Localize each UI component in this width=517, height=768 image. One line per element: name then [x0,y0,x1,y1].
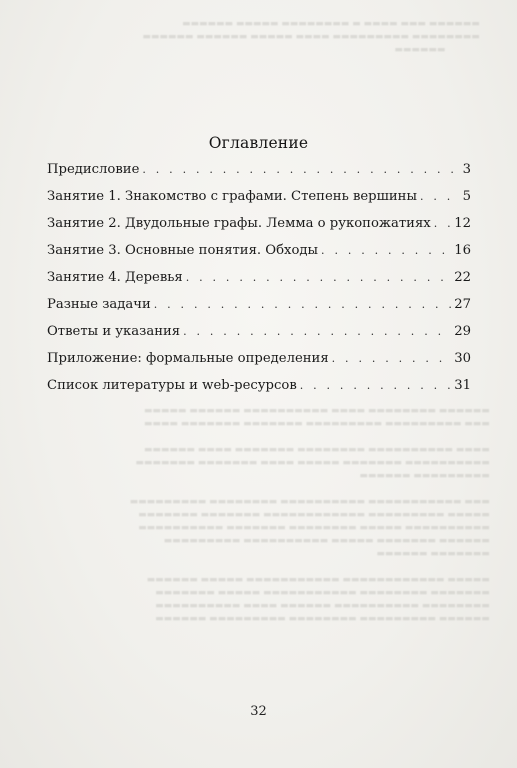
toc-entry-preface[interactable] [47,162,471,189]
toc-entry-page: 31 [454,378,471,393]
toc-leader-dots [154,298,451,311]
toc-entry-label: Занятие 2. Двудольные графы. Лемма о рукопожатиях [47,216,431,231]
toc-entry-page: 30 [454,351,471,366]
toc-entry-lesson-3[interactable] [47,243,471,270]
toc-entry-lesson-2[interactable] [47,216,471,243]
toc-entry-page: 22 [454,270,471,285]
toc-leader-dots [434,217,451,230]
toc-entry-label: Занятие 4. Деревья [47,270,183,285]
toc-entry-answers[interactable] [47,324,471,351]
toc-entry-references[interactable] [47,378,471,405]
show-through-text-top: ▬▬▬▬▬▬ ▬▬▬ ▬▬▬▬ ▬ ▬▬▬▬▬▬▬▬ ▬▬▬▬▬ ▬▬▬▬▬▬ ▬▬▬▬▬▬▬▬ ▬▬▬▬▬▬▬▬▬ ▬▬▬▬ ▬▬▬▬▬ ▬▬▬▬▬▬ ▬▬▬▬▬▬ ▬▬▬▬▬▬ [142,19,480,55]
toc-entry-label: Приложение: формальные определения [47,351,329,366]
toc-leader-dots [186,271,451,284]
toc-entry-lesson-4[interactable] [47,270,471,297]
toc-leader-dots [332,352,452,365]
toc-entry-page: 12 [454,216,471,231]
page-number: 32 [250,704,267,719]
toc-entry-label: Занятие 3. Основные понятия. Обходы [47,243,319,258]
toc-leader-dots [420,190,460,203]
toc-entry-label: Разные задачи [47,297,151,312]
toc-entry-label: Ответы и указания [47,324,181,339]
toc-entry-page: 29 [454,324,471,339]
toc-entry-appendix[interactable] [47,351,471,378]
toc-entry-label: Занятие 1. Знакомство с графами. Степень вершины [47,189,417,204]
toc-entry-label: Список литературы и web-ресурсов [47,378,297,393]
toc-entry-page: 3 [462,162,471,177]
toc-title: Оглавление [208,134,309,152]
toc-entry-page: 27 [454,297,471,312]
toc-entry-page: 5 [462,189,471,204]
toc-entry-misc-problems[interactable] [47,297,471,324]
table-of-contents [47,162,471,405]
toc-leader-dots [142,163,459,176]
show-through-text-middle: ▬▬▬▬▬▬ ▬▬▬▬▬▬▬▬ ▬▬▬▬ ▬▬▬▬▬▬▬▬▬▬ ▬▬▬▬▬▬ ▬▬▬▬▬ ▬▬▬ ▬▬▬▬▬▬▬▬▬ ▬▬▬▬▬▬▬▬▬ ▬▬▬▬▬▬▬ ▬▬▬▬▬▬▬ ▬▬▬▬ ▬▬▬▬ ▬▬▬▬▬▬▬▬▬▬ ▬▬▬▬▬▬▬▬ ▬▬▬▬▬▬▬ ▬▬▬▬ ▬▬▬▬▬▬ ▬▬▬▬▬▬▬▬▬▬ ▬▬▬▬▬▬▬ ▬▬▬▬▬ ▬▬▬▬ ▬▬▬▬▬▬▬ ▬▬▬▬▬▬▬ ▬▬▬▬▬▬▬▬▬ ▬▬▬▬▬▬ ▬▬▬ ▬▬▬▬▬▬▬▬▬▬▬ ▬▬▬▬▬▬▬▬▬▬ ▬▬▬▬▬▬▬▬ ▬▬▬▬▬▬▬▬▬ ▬▬▬▬▬ ▬▬▬▬▬▬▬▬▬ ▬▬▬▬▬▬▬▬▬▬▬▬ ▬▬▬▬▬▬▬ ▬▬▬▬▬▬▬ ▬▬▬▬▬▬▬▬▬▬ ▬▬▬▬▬ ▬▬▬▬▬▬▬▬ ▬▬▬▬▬▬▬ ▬▬▬▬▬▬▬▬▬▬ ▬▬▬▬▬▬ ▬▬▬▬▬▬▬ ▬▬▬▬▬ ▬▬▬▬▬▬▬▬▬▬ ▬▬▬▬▬▬▬▬▬ ▬▬▬▬▬▬▬ ▬▬▬▬▬▬ ▬▬▬▬▬ ▬▬▬▬▬▬▬▬▬▬▬▬ ▬▬▬▬▬▬▬▬▬▬▬ ▬▬▬▬▬ ▬▬▬▬▬▬ ▬▬▬▬▬▬▬ ▬▬▬▬▬▬▬▬ ▬▬▬▬▬▬▬▬▬▬▬ ▬▬▬▬▬ ▬▬▬▬▬▬▬ ▬▬▬▬▬▬▬▬ ▬▬▬▬▬▬▬▬▬▬ ▬▬▬▬▬▬ ▬▬▬▬ ▬▬▬▬▬▬▬▬▬▬ ▬▬▬▬▬▬ ▬▬▬▬▬▬▬▬▬ ▬▬▬▬▬▬▬▬ ▬▬▬▬▬▬▬▬▬ ▬▬▬▬▬▬ [129,406,490,624]
toc-entry-page: 16 [454,243,471,258]
toc-leader-dots [183,325,451,338]
toc-leader-dots [300,379,451,392]
toc-entry-lesson-1[interactable] [47,189,471,216]
toc-leader-dots [321,244,451,257]
toc-entry-label: Предисловие [47,162,140,177]
